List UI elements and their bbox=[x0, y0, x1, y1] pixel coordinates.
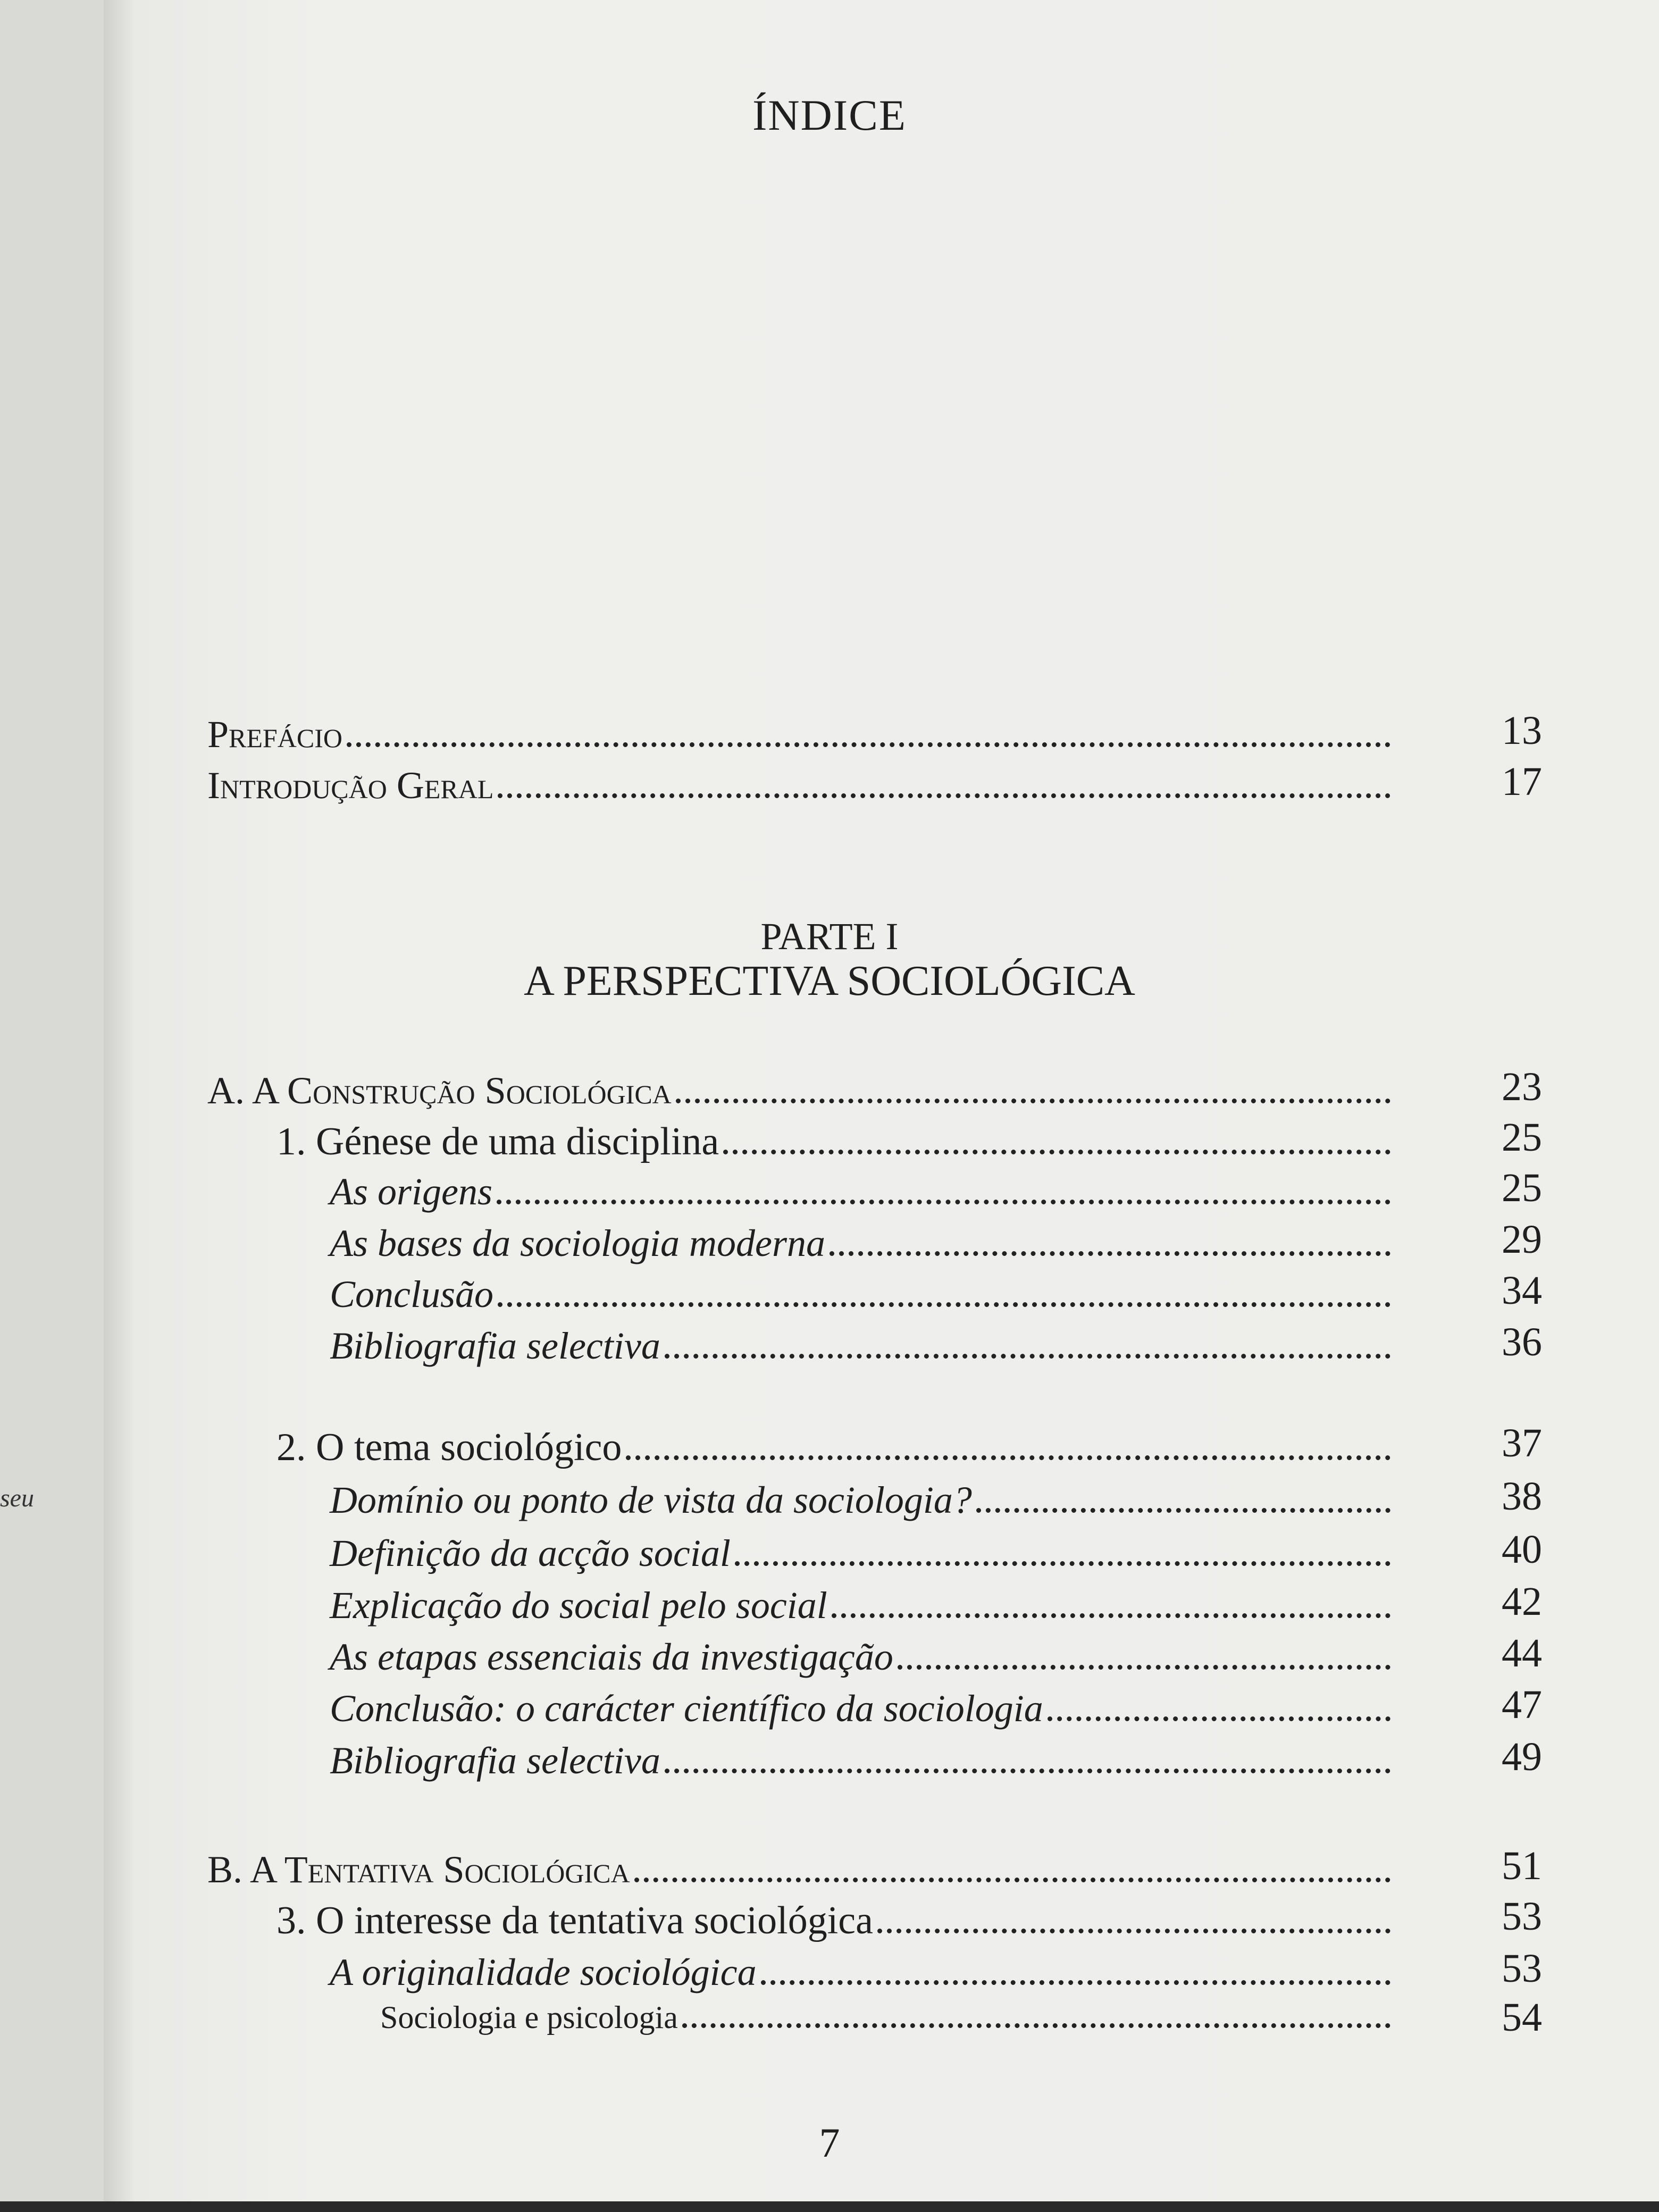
toc-entry-prefacio bbox=[207, 708, 1542, 764]
dot-leader bbox=[498, 793, 1390, 798]
toc-entry-label: As etapas essenciais da investigação bbox=[330, 1636, 893, 1678]
toc-entry-page: 25 bbox=[1502, 1115, 1542, 1160]
toc-entry bbox=[330, 1527, 1542, 1582]
toc-entry-page: 54 bbox=[1502, 1995, 1542, 2040]
toc-entry-label: Bibliografia selectiva bbox=[330, 1325, 660, 1367]
toc-entry-label: Bibliografia selectiva bbox=[330, 1739, 660, 1782]
toc-entry bbox=[330, 1946, 1542, 2001]
dot-leader bbox=[877, 1929, 1390, 1933]
dot-leader bbox=[497, 1200, 1390, 1204]
toc-section-b bbox=[207, 1844, 1542, 1899]
toc-entry-label: Conclusão bbox=[330, 1273, 494, 1316]
toc-entry bbox=[330, 1268, 1542, 1323]
toc-entry-page: 36 bbox=[1502, 1320, 1542, 1364]
toc-entry bbox=[330, 1735, 1542, 1790]
toc-chapter-2 bbox=[276, 1421, 1542, 1476]
dot-leader bbox=[830, 1251, 1390, 1256]
page-title: ÍNDICE bbox=[752, 91, 907, 139]
toc-entry-label: Definição da acção social bbox=[330, 1532, 731, 1574]
toc-entry-page: 49 bbox=[1502, 1735, 1542, 1779]
dot-leader bbox=[626, 1455, 1390, 1460]
toc-entry-page: 47 bbox=[1502, 1682, 1542, 1727]
toc-entry-label: 2. O tema sociológico bbox=[276, 1426, 622, 1469]
toc-entry-label: Domínio ou ponto de vista da sociologia? bbox=[330, 1479, 972, 1521]
toc-entry-page: 13 bbox=[1502, 708, 1542, 753]
dot-leader bbox=[1048, 1716, 1390, 1721]
toc-entry-label: As bases da sociologia moderna bbox=[330, 1222, 825, 1264]
toc-entry-page: 40 bbox=[1502, 1527, 1542, 1572]
dot-leader bbox=[735, 1561, 1390, 1566]
dot-leader bbox=[665, 1354, 1390, 1359]
toc-entry-label: A originalidade sociológica bbox=[330, 1951, 757, 1993]
dot-leader bbox=[665, 1769, 1390, 1773]
toc-chapter-3 bbox=[276, 1894, 1542, 1949]
toc-entry bbox=[330, 1474, 1542, 1529]
toc-entry-page: 38 bbox=[1502, 1474, 1542, 1519]
toc-entry-label: B. A Tentativa Sociológica bbox=[207, 1848, 630, 1891]
toc-entry-page: 53 bbox=[1502, 1894, 1542, 1939]
toc-entry bbox=[380, 1995, 1542, 2050]
part-heading: PARTE I bbox=[760, 915, 899, 958]
part-title: A PERSPECTIVA SOCIOLÓGICA bbox=[524, 958, 1135, 1004]
dot-leader bbox=[761, 1980, 1390, 1985]
toc-entry-page: 51 bbox=[1502, 1844, 1542, 1888]
dot-leader bbox=[634, 1878, 1390, 1882]
toc-entry bbox=[330, 1631, 1542, 1686]
toc-entry bbox=[330, 1217, 1542, 1272]
dot-leader bbox=[898, 1665, 1390, 1670]
page-number: 7 bbox=[819, 2119, 840, 2166]
toc-entry-label: Sociologia e psicologia bbox=[380, 2000, 678, 2035]
toc-entry bbox=[330, 1682, 1542, 1738]
dot-leader bbox=[347, 742, 1390, 747]
toc-entry bbox=[330, 1579, 1542, 1635]
toc-entry-page: 34 bbox=[1502, 1268, 1542, 1313]
dot-leader bbox=[832, 1613, 1390, 1618]
toc-entry-label: A. A Construção Sociológica bbox=[207, 1069, 672, 1112]
dot-leader bbox=[723, 1150, 1390, 1154]
toc-entry-page: 37 bbox=[1502, 1421, 1542, 1465]
toc-entry-label: Explicação do social pelo social bbox=[330, 1584, 827, 1627]
toc-entry bbox=[330, 1166, 1542, 1221]
toc-entry-page: 42 bbox=[1502, 1579, 1542, 1624]
page-bottom-edge bbox=[0, 2201, 1659, 2212]
toc-entry-page: 44 bbox=[1502, 1631, 1542, 1675]
toc-entry-label: 3. O interesse da tentativa sociológica bbox=[276, 1899, 873, 1942]
toc-entry bbox=[330, 1320, 1542, 1375]
toc-chapter-1 bbox=[276, 1115, 1542, 1170]
toc-section-a bbox=[207, 1065, 1542, 1120]
toc-entry-page: 29 bbox=[1502, 1217, 1542, 1262]
dot-leader bbox=[976, 1508, 1390, 1513]
toc-entry-page: 23 bbox=[1502, 1065, 1542, 1109]
toc-entry-introducao bbox=[207, 759, 1542, 815]
toc-entry-label: Prefácio bbox=[207, 713, 342, 756]
toc-entry-label: Introdução Geral bbox=[207, 764, 494, 807]
toc-entry-page: 17 bbox=[1502, 759, 1542, 804]
toc-entry-label: 1. Génese de uma disciplina bbox=[276, 1120, 719, 1163]
dot-leader bbox=[682, 2023, 1390, 2028]
dot-leader bbox=[498, 1302, 1390, 1307]
dot-leader bbox=[676, 1099, 1390, 1103]
toc-entry-label: As origens bbox=[330, 1170, 492, 1213]
toc-entry-label: Conclusão: o carácter científico da sociologia bbox=[330, 1687, 1043, 1730]
toc-entry-page: 25 bbox=[1502, 1166, 1542, 1210]
margin-note: seu bbox=[0, 1484, 34, 1512]
toc-entry-page: 53 bbox=[1502, 1946, 1542, 1991]
